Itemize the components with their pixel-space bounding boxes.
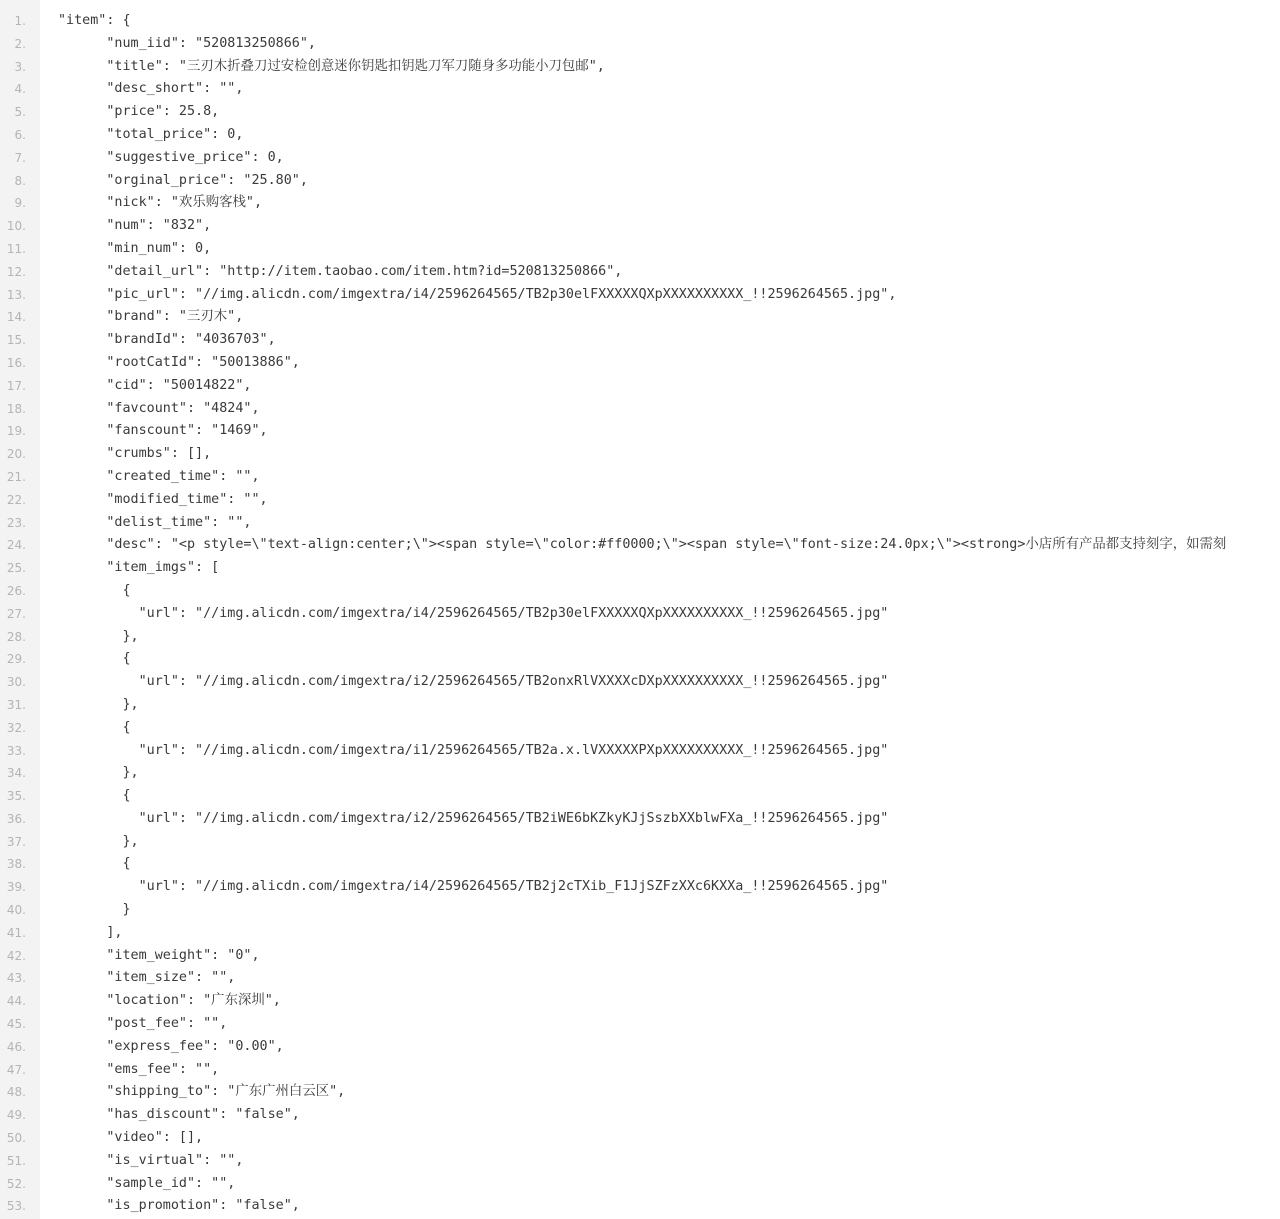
code-line bbox=[0, 876, 1280, 899]
line-number: 16. bbox=[6, 355, 26, 370]
code-text: "min_num": 0, bbox=[58, 240, 212, 256]
code-line bbox=[0, 831, 1280, 854]
code-text: "sample_id": "", bbox=[58, 1175, 236, 1191]
code-line bbox=[0, 603, 1280, 626]
line-number: 17. bbox=[6, 378, 26, 393]
code-text: "url": "//img.alicdn.com/imgextra/i4/2596264565/TB2p30elFXXXXXQXpXXXXXXXXXX_!!2596264565.jpg" bbox=[58, 605, 889, 621]
code-line bbox=[0, 192, 1280, 215]
code-text: "shipping_to": "广东广州白云区", bbox=[58, 1084, 346, 1100]
line-number: 47. bbox=[6, 1062, 26, 1077]
line-number: 41. bbox=[6, 925, 26, 940]
code-line bbox=[0, 352, 1280, 375]
line-number: 11. bbox=[6, 241, 26, 256]
code-text: "fanscount": "1469", bbox=[58, 423, 268, 439]
code-line bbox=[0, 626, 1280, 649]
code-text: "desc_short": "", bbox=[58, 81, 244, 97]
code-line bbox=[0, 1195, 1280, 1218]
code-line bbox=[0, 785, 1280, 808]
code-text: "suggestive_price": 0, bbox=[58, 149, 284, 165]
line-number: 37. bbox=[6, 834, 26, 849]
code-line bbox=[0, 967, 1280, 990]
line-number: 14. bbox=[6, 310, 26, 325]
line-number: 30. bbox=[6, 675, 26, 690]
code-text: "video": [], bbox=[58, 1130, 204, 1146]
line-number: 32. bbox=[6, 720, 26, 735]
code-text: "crumbs": [], bbox=[58, 446, 212, 462]
line-number: 50. bbox=[6, 1131, 26, 1146]
line-number: 15. bbox=[6, 333, 26, 348]
line-number: 21. bbox=[6, 469, 26, 484]
line-number: 8. bbox=[14, 173, 26, 188]
code-line bbox=[0, 261, 1280, 284]
code-line bbox=[0, 489, 1280, 512]
code-text: "desc": "<p style=\"text-align:center;\"><span style=\"color:#ff0000;\"><span style=\"font-size:24.0px;\"><strong>小店所有产品都支持刻字，如需刻 bbox=[58, 537, 1227, 553]
code-text: "total_price": 0, bbox=[58, 126, 244, 142]
line-number: 34. bbox=[6, 766, 26, 781]
line-number: 24. bbox=[6, 538, 26, 553]
code-text: "orginal_price": "25.80", bbox=[58, 172, 308, 188]
code-line bbox=[0, 56, 1280, 79]
code-text: "ems_fee": "", bbox=[58, 1061, 220, 1077]
line-number: 29. bbox=[6, 652, 26, 667]
code-text: }, bbox=[58, 628, 139, 644]
code-text: } bbox=[58, 902, 131, 918]
code-text: { bbox=[58, 856, 131, 872]
code-line bbox=[0, 694, 1280, 717]
line-number: 19. bbox=[6, 424, 26, 439]
code-line bbox=[0, 147, 1280, 170]
code-line bbox=[0, 990, 1280, 1013]
code-text: "price": 25.8, bbox=[58, 104, 220, 120]
code-line bbox=[0, 808, 1280, 831]
code-line bbox=[0, 306, 1280, 329]
line-number: 44. bbox=[6, 994, 26, 1009]
line-number: 49. bbox=[6, 1108, 26, 1123]
line-number: 27. bbox=[6, 606, 26, 621]
code-text: "cid": "50014822", bbox=[58, 377, 252, 393]
line-number: 25. bbox=[6, 561, 26, 576]
line-number: 53. bbox=[6, 1199, 26, 1214]
code-line bbox=[0, 10, 1280, 33]
line-number: 48. bbox=[6, 1085, 26, 1100]
line-number: 13. bbox=[6, 287, 26, 302]
line-number: 35. bbox=[6, 789, 26, 804]
code-line bbox=[0, 1081, 1280, 1104]
line-number: 38. bbox=[6, 857, 26, 872]
code-line bbox=[0, 284, 1280, 307]
code-text: "item": { bbox=[58, 13, 131, 28]
line-number: 36. bbox=[6, 811, 26, 826]
code-line bbox=[0, 420, 1280, 443]
line-number: 40. bbox=[6, 903, 26, 918]
code-text: "rootCatId": "50013886", bbox=[58, 354, 300, 370]
code-line bbox=[0, 1104, 1280, 1127]
line-number: 31. bbox=[6, 697, 26, 712]
code-line bbox=[0, 512, 1280, 535]
code-line bbox=[0, 398, 1280, 421]
code-text: "has_discount": "false", bbox=[58, 1107, 300, 1123]
code-line bbox=[0, 33, 1280, 56]
code-text: "express_fee": "0.00", bbox=[58, 1038, 284, 1054]
code-text: "created_time": "", bbox=[58, 468, 260, 484]
code-line bbox=[0, 580, 1280, 603]
line-number: 43. bbox=[6, 971, 26, 986]
line-number: 12. bbox=[6, 264, 26, 279]
line-number: 46. bbox=[6, 1039, 26, 1054]
code-text: "is_virtual": "", bbox=[58, 1152, 244, 1168]
line-number: 39. bbox=[6, 880, 26, 895]
code-text: "detail_url": "http://item.taobao.com/item.htm?id=520813250866", bbox=[58, 263, 623, 279]
code-line bbox=[0, 101, 1280, 124]
code-line bbox=[0, 443, 1280, 466]
code-line bbox=[0, 762, 1280, 785]
code-text: "nick": "欢乐购客栈", bbox=[58, 195, 263, 211]
code-line bbox=[0, 78, 1280, 101]
code-text: { bbox=[58, 651, 131, 667]
line-number: 10. bbox=[6, 219, 26, 234]
code-line bbox=[0, 215, 1280, 238]
code-text: "url": "//img.alicdn.com/imgextra/i4/2596264565/TB2j2cTXib_F1JjSZFzXXc6KXXa_!!2596264565.jpg" bbox=[58, 879, 889, 895]
line-number: 5. bbox=[14, 105, 26, 120]
code-line bbox=[0, 1036, 1280, 1059]
code-text: }, bbox=[58, 765, 139, 781]
code-text: "modified_time": "", bbox=[58, 491, 268, 507]
code-line bbox=[0, 1013, 1280, 1036]
code-text: "item_imgs": [ bbox=[58, 560, 220, 576]
code-line bbox=[0, 740, 1280, 763]
line-number: 1. bbox=[14, 14, 26, 28]
code-line bbox=[0, 329, 1280, 352]
code-text: "num_iid": "520813250866", bbox=[58, 35, 316, 51]
code-text: }, bbox=[58, 833, 139, 849]
code-text: ], bbox=[58, 924, 123, 940]
code-text: "title": "三刃木折叠刀过安检创意迷你钥匙扣钥匙刀军刀随身多功能小刀包邮", bbox=[58, 58, 605, 74]
code-text: { bbox=[58, 719, 131, 735]
line-number: 33. bbox=[6, 743, 26, 758]
code-text: "item_weight": "0", bbox=[58, 947, 260, 963]
line-number: 4. bbox=[14, 82, 26, 97]
code-line bbox=[0, 899, 1280, 922]
code-line bbox=[0, 648, 1280, 671]
code-line bbox=[0, 1173, 1280, 1196]
code-text: "post_fee": "", bbox=[58, 1016, 228, 1032]
code-line bbox=[0, 124, 1280, 147]
line-number: 22. bbox=[6, 492, 26, 507]
code-text: "item_size": "", bbox=[58, 970, 236, 986]
code-line bbox=[0, 170, 1280, 193]
code-line bbox=[0, 534, 1280, 557]
code-line bbox=[0, 466, 1280, 489]
code-text: "url": "//img.alicdn.com/imgextra/i1/2596264565/TB2a.x.lVXXXXXPXpXXXXXXXXXX_!!2596264565.jpg" bbox=[58, 742, 889, 758]
code-line bbox=[0, 945, 1280, 968]
code-text: "location": "广东深圳", bbox=[58, 993, 281, 1009]
code-line bbox=[0, 717, 1280, 740]
code-text: "pic_url": "//img.alicdn.com/imgextra/i4/2596264565/TB2p30elFXXXXXQXpXXXXXXXXXX_!!2596264565.jpg", bbox=[58, 286, 897, 302]
code-line bbox=[0, 557, 1280, 580]
code-text: "is_promotion": "false", bbox=[58, 1198, 300, 1214]
line-number: 52. bbox=[6, 1176, 26, 1191]
line-number: 18. bbox=[6, 401, 26, 416]
code-text: "num": "832", bbox=[58, 218, 212, 234]
line-number: 20. bbox=[6, 447, 26, 462]
code-line bbox=[0, 1059, 1280, 1082]
line-number: 6. bbox=[14, 127, 26, 142]
line-number: 3. bbox=[14, 59, 26, 74]
code-text: "favcount": "4824", bbox=[58, 400, 260, 416]
code-text: "url": "//img.alicdn.com/imgextra/i2/2596264565/TB2onxRlVXXXXcDXpXXXXXXXXXX_!!2596264565.jpg" bbox=[58, 674, 889, 690]
code-text: { bbox=[58, 788, 131, 804]
code-text: "url": "//img.alicdn.com/imgextra/i2/2596264565/TB2iWE6bKZkyKJjSszbXXblwFXa_!!2596264565.jpg" bbox=[58, 810, 889, 826]
line-number: 26. bbox=[6, 583, 26, 598]
line-number: 51. bbox=[6, 1153, 26, 1168]
code-line bbox=[0, 671, 1280, 694]
code-line bbox=[0, 922, 1280, 945]
code-line bbox=[0, 238, 1280, 261]
code-line bbox=[0, 1127, 1280, 1150]
code-text: "delist_time": "", bbox=[58, 514, 252, 530]
code-line bbox=[0, 375, 1280, 398]
line-number: 2. bbox=[14, 36, 26, 51]
code-line bbox=[0, 1150, 1280, 1173]
line-number: 45. bbox=[6, 1017, 26, 1032]
line-number: 7. bbox=[14, 150, 26, 165]
code-line bbox=[0, 853, 1280, 876]
code-lines bbox=[0, 10, 1280, 1218]
line-number: 9. bbox=[14, 196, 26, 211]
line-number: 28. bbox=[6, 629, 26, 644]
code-text: }, bbox=[58, 696, 139, 712]
code-text: "brandId": "4036703", bbox=[58, 332, 276, 348]
code-text: "brand": "三刃木", bbox=[58, 309, 244, 325]
line-number: 42. bbox=[6, 948, 26, 963]
line-number: 23. bbox=[6, 515, 26, 530]
code-text: { bbox=[58, 582, 131, 598]
